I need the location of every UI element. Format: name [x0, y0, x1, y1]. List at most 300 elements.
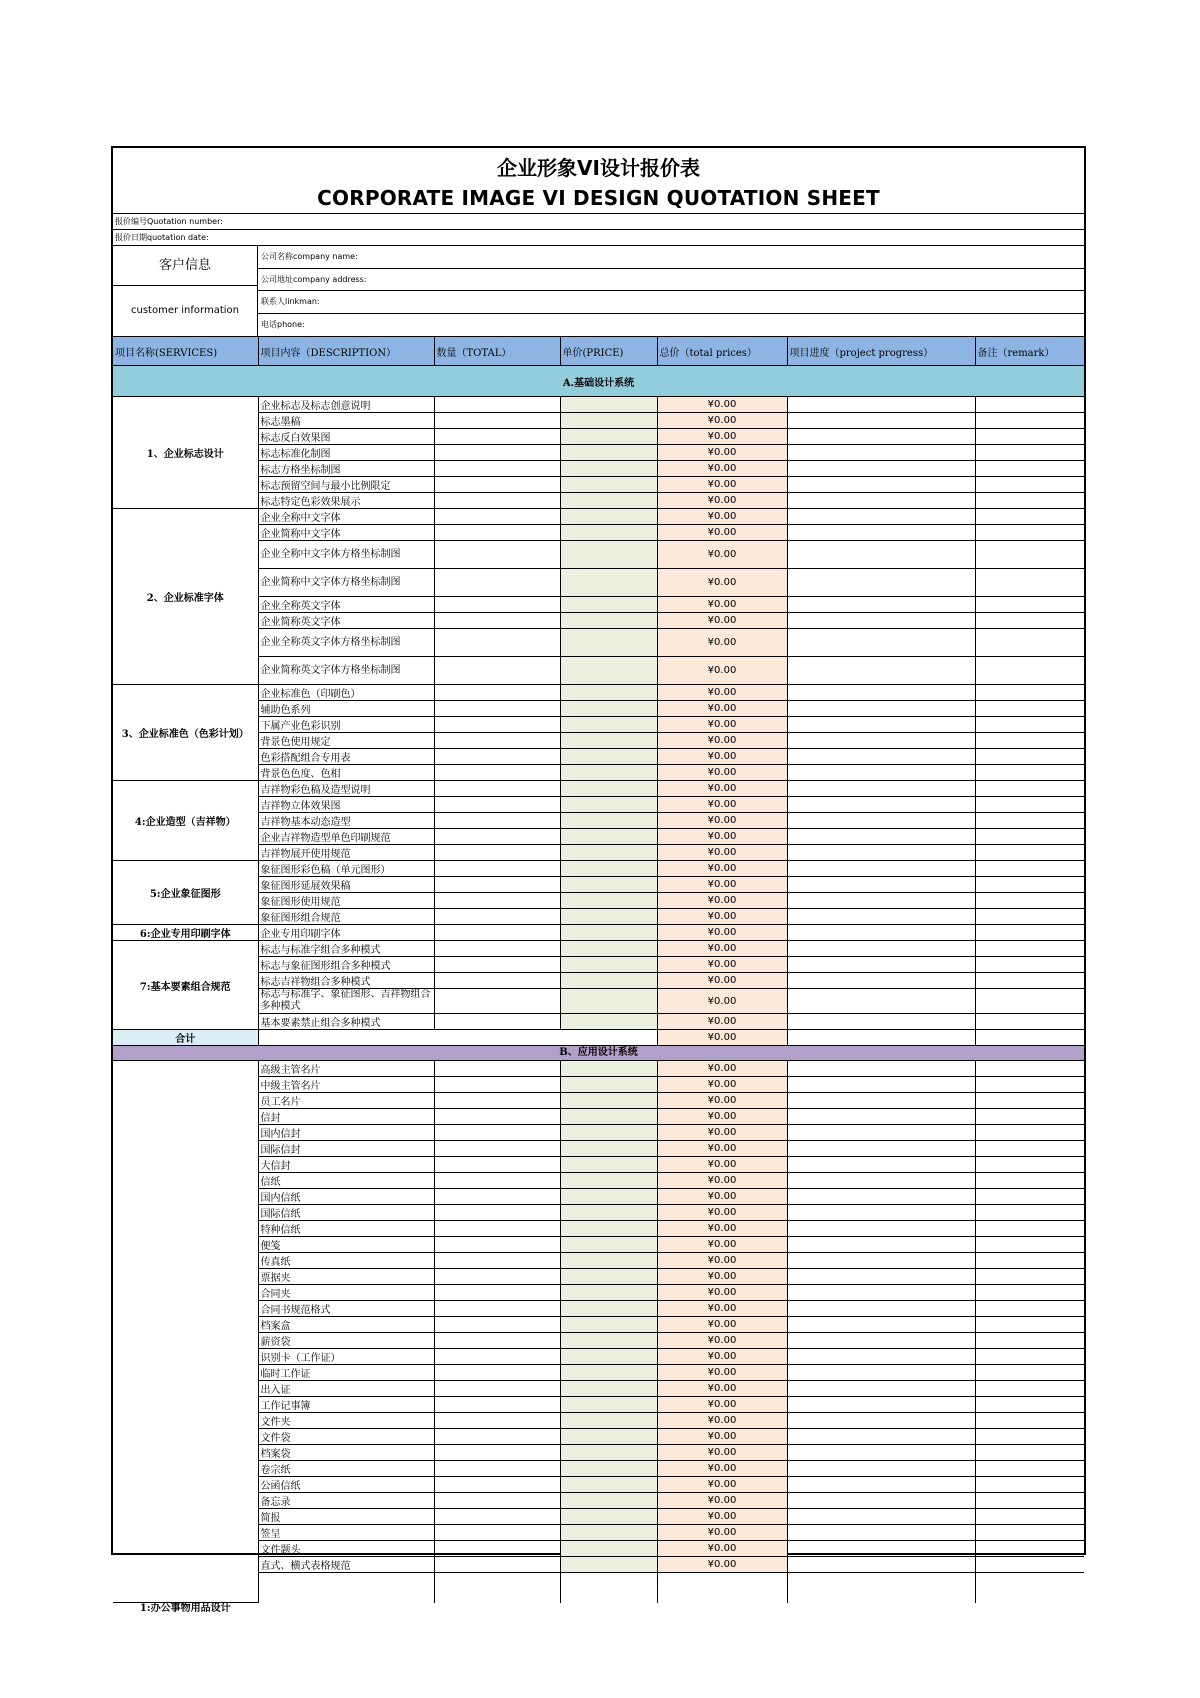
progress-cell[interactable]: [787, 1189, 975, 1205]
remark-cell[interactable]: [975, 1397, 1084, 1413]
unit-price-cell[interactable]: [560, 509, 657, 525]
customer-label-zh: 客户信息: [113, 246, 257, 286]
remark-cell[interactable]: [975, 845, 1084, 861]
progress-cell[interactable]: [787, 1141, 975, 1157]
item-row: [113, 685, 1084, 701]
unit-price-cell[interactable]: [560, 493, 657, 509]
remark-cell[interactable]: [975, 569, 1084, 597]
unit-price-cell[interactable]: [560, 1493, 657, 1509]
unit-price-cell[interactable]: [560, 717, 657, 733]
unit-price-cell[interactable]: [560, 613, 657, 629]
progress-cell[interactable]: [787, 1461, 975, 1477]
remark-cell[interactable]: [975, 877, 1084, 893]
progress-cell[interactable]: [787, 877, 975, 893]
unit-price-cell[interactable]: [560, 829, 657, 845]
progress-cell[interactable]: [787, 509, 975, 525]
quantity-cell[interactable]: [434, 797, 560, 813]
remark-cell[interactable]: [975, 717, 1084, 733]
progress-cell[interactable]: [787, 1509, 975, 1525]
progress-cell[interactable]: [787, 893, 975, 909]
unit-price-cell[interactable]: [560, 629, 657, 657]
remark-cell[interactable]: [975, 1285, 1084, 1301]
unit-price-cell[interactable]: [560, 1125, 657, 1141]
unit-price-cell[interactable]: [560, 989, 657, 1014]
unit-price-cell[interactable]: [560, 1477, 657, 1493]
remark-cell[interactable]: [975, 493, 1084, 509]
quantity-cell[interactable]: [434, 1397, 560, 1413]
unit-price-cell[interactable]: [560, 1269, 657, 1285]
progress-cell[interactable]: [787, 733, 975, 749]
quantity-cell[interactable]: [434, 781, 560, 797]
remark-cell[interactable]: [975, 1349, 1084, 1365]
progress-cell[interactable]: [787, 1317, 975, 1333]
quantity-cell[interactable]: [434, 1445, 560, 1461]
remark-cell[interactable]: [975, 1333, 1084, 1349]
progress-cell[interactable]: [787, 1221, 975, 1237]
quantity-cell[interactable]: [434, 973, 560, 989]
unit-price-cell[interactable]: [560, 1157, 657, 1173]
progress-cell[interactable]: [787, 1173, 975, 1189]
progress-cell[interactable]: [787, 1333, 975, 1349]
progress-cell[interactable]: [787, 861, 975, 877]
quantity-cell[interactable]: [434, 1157, 560, 1173]
quantity-cell[interactable]: [434, 413, 560, 429]
unit-price-cell[interactable]: [560, 1061, 657, 1077]
remark-cell[interactable]: [975, 1541, 1084, 1557]
progress-cell[interactable]: [787, 413, 975, 429]
remark-cell[interactable]: [975, 941, 1084, 957]
unit-price-cell[interactable]: [560, 1285, 657, 1301]
progress-cell[interactable]: [787, 1557, 975, 1573]
item-description: 信封: [258, 1109, 434, 1125]
remark-cell[interactable]: [975, 1381, 1084, 1397]
remark-cell[interactable]: [975, 1461, 1084, 1477]
linkman-field[interactable]: 联系人linkman:: [258, 291, 1084, 314]
quantity-cell[interactable]: [434, 861, 560, 877]
remark-cell[interactable]: [975, 1253, 1084, 1269]
progress-cell[interactable]: [787, 765, 975, 781]
progress-cell[interactable]: [787, 1365, 975, 1381]
unit-price-cell[interactable]: [560, 1141, 657, 1157]
quantity-cell[interactable]: [434, 1061, 560, 1077]
remark-cell[interactable]: [975, 829, 1084, 845]
progress-cell[interactable]: [787, 845, 975, 861]
quantity-cell[interactable]: [434, 893, 560, 909]
quantity-cell[interactable]: [434, 445, 560, 461]
progress-cell[interactable]: [787, 1077, 975, 1093]
quantity-cell[interactable]: [434, 1525, 560, 1541]
remark-cell[interactable]: [975, 509, 1084, 525]
progress-cell[interactable]: [787, 1237, 975, 1253]
quantity-cell[interactable]: [434, 1493, 560, 1509]
quantity-cell[interactable]: [434, 1269, 560, 1285]
progress-cell[interactable]: [787, 1413, 975, 1429]
remark-cell[interactable]: [975, 781, 1084, 797]
progress-cell[interactable]: [787, 613, 975, 629]
progress-cell[interactable]: [787, 1014, 975, 1030]
remark-cell[interactable]: [975, 1205, 1084, 1221]
unit-price-cell[interactable]: [560, 1173, 657, 1189]
quantity-cell[interactable]: [434, 1221, 560, 1237]
unit-price-cell[interactable]: [560, 1557, 657, 1573]
quantity-cell[interactable]: [434, 749, 560, 765]
item-description: 标志与标准字、象征图形、吉祥物组合多种模式: [258, 989, 434, 1014]
unit-price-cell[interactable]: [560, 1109, 657, 1125]
progress-cell[interactable]: [787, 749, 975, 765]
section-b-row: [113, 1046, 1084, 1061]
progress-cell[interactable]: [787, 1349, 975, 1365]
quantity-cell[interactable]: [434, 1349, 560, 1365]
quantity-cell[interactable]: [434, 845, 560, 861]
quantity-cell[interactable]: [434, 685, 560, 701]
remark-cell[interactable]: [975, 861, 1084, 877]
quantity-cell[interactable]: [434, 1189, 560, 1205]
remark-cell[interactable]: [975, 461, 1084, 477]
remark-cell[interactable]: [975, 749, 1084, 765]
progress-cell[interactable]: [787, 781, 975, 797]
quantity-cell[interactable]: [434, 989, 560, 1014]
unit-price-cell[interactable]: [560, 749, 657, 765]
quantity-cell[interactable]: [434, 1125, 560, 1141]
quantity-cell[interactable]: [434, 925, 560, 941]
unit-price-cell[interactable]: [560, 1077, 657, 1093]
quantity-cell[interactable]: [434, 477, 560, 493]
unit-price-cell[interactable]: [560, 909, 657, 925]
unit-price-cell[interactable]: [560, 1429, 657, 1445]
remark-cell[interactable]: [975, 1269, 1084, 1285]
progress-cell[interactable]: [787, 1397, 975, 1413]
unit-price-cell[interactable]: [560, 1237, 657, 1253]
progress-cell[interactable]: [787, 1125, 975, 1141]
unit-price-cell[interactable]: [560, 1365, 657, 1381]
quantity-cell[interactable]: [434, 629, 560, 657]
quantity-cell[interactable]: [434, 877, 560, 893]
progress-cell[interactable]: [787, 941, 975, 957]
quantity-cell[interactable]: [434, 1365, 560, 1381]
quantity-cell[interactable]: [434, 1381, 560, 1397]
quantity-cell[interactable]: [434, 957, 560, 973]
quantity-cell[interactable]: [434, 493, 560, 509]
quantity-cell[interactable]: [434, 541, 560, 569]
unit-price-cell[interactable]: [560, 461, 657, 477]
item-description: 吉祥物展开使用规范: [258, 845, 434, 861]
quantity-cell[interactable]: [434, 1413, 560, 1429]
quantity-cell[interactable]: [434, 509, 560, 525]
progress-cell[interactable]: [787, 1205, 975, 1221]
unit-price-cell[interactable]: [560, 1301, 657, 1317]
unit-price-cell[interactable]: [560, 569, 657, 597]
remark-cell[interactable]: [975, 973, 1084, 989]
quantity-cell[interactable]: [434, 1477, 560, 1493]
quantity-cell[interactable]: [434, 765, 560, 781]
total-price-cell: ¥0.00: [657, 1525, 787, 1541]
progress-cell[interactable]: [787, 717, 975, 733]
progress-cell[interactable]: [787, 477, 975, 493]
company-address-field[interactable]: 公司地址company address:: [258, 269, 1084, 292]
unit-price-cell[interactable]: [560, 797, 657, 813]
progress-cell[interactable]: [787, 1061, 975, 1077]
progress-cell[interactable]: [787, 1493, 975, 1509]
quantity-cell[interactable]: [434, 1014, 560, 1030]
quantity-cell[interactable]: [434, 1509, 560, 1525]
quantity-cell[interactable]: [434, 813, 560, 829]
quotation-number-field[interactable]: 报价编号Quotation number:: [113, 214, 1084, 230]
unit-price-cell[interactable]: [560, 657, 657, 685]
quantity-cell[interactable]: [434, 1461, 560, 1477]
remark-cell[interactable]: [975, 525, 1084, 541]
unit-price-cell[interactable]: [560, 413, 657, 429]
remark-cell[interactable]: [975, 1493, 1084, 1509]
quantity-cell[interactable]: [434, 1205, 560, 1221]
unit-price-cell[interactable]: [560, 701, 657, 717]
unit-price-cell[interactable]: [560, 429, 657, 445]
item-row: [113, 1493, 1084, 1509]
total-price-cell: ¥0.00: [657, 597, 787, 613]
item-row: [113, 989, 1084, 1014]
progress-cell[interactable]: [787, 1157, 975, 1173]
progress-cell[interactable]: [787, 445, 975, 461]
quantity-cell[interactable]: [434, 597, 560, 613]
progress-cell[interactable]: [787, 1093, 975, 1109]
unit-price-cell[interactable]: [560, 957, 657, 973]
progress-cell[interactable]: [787, 569, 975, 597]
unit-price-cell[interactable]: [560, 1445, 657, 1461]
item-row: [113, 845, 1084, 861]
remark-cell[interactable]: [975, 613, 1084, 629]
remark-cell[interactable]: [975, 445, 1084, 461]
progress-cell[interactable]: [787, 1381, 975, 1397]
remark-cell[interactable]: [975, 989, 1084, 1014]
quantity-cell[interactable]: [434, 525, 560, 541]
remark-cell[interactable]: [975, 1141, 1084, 1157]
remark-cell[interactable]: [975, 1109, 1084, 1125]
progress-cell[interactable]: [787, 525, 975, 541]
quantity-cell[interactable]: [434, 1333, 560, 1349]
remark-cell[interactable]: [975, 893, 1084, 909]
quotation-date-field[interactable]: 报价日期quotation date:: [113, 230, 1084, 246]
unit-price-cell[interactable]: [560, 685, 657, 701]
progress-cell[interactable]: [787, 429, 975, 445]
remark-cell[interactable]: [975, 541, 1084, 569]
progress-cell[interactable]: [787, 1285, 975, 1301]
progress-cell[interactable]: [787, 597, 975, 613]
quantity-cell[interactable]: [434, 909, 560, 925]
remark-cell[interactable]: [975, 1413, 1084, 1429]
progress-cell[interactable]: [787, 1445, 975, 1461]
remark-cell[interactable]: [975, 1429, 1084, 1445]
unit-price-cell[interactable]: [560, 525, 657, 541]
unit-price-cell[interactable]: [560, 1381, 657, 1397]
remark-cell[interactable]: [975, 1061, 1084, 1077]
remark-cell[interactable]: [975, 797, 1084, 813]
unit-price-cell[interactable]: [560, 541, 657, 569]
progress-cell[interactable]: [787, 493, 975, 509]
progress-cell[interactable]: [787, 685, 975, 701]
remark-cell[interactable]: [975, 1525, 1084, 1541]
unit-price-cell[interactable]: [560, 1317, 657, 1333]
progress-cell[interactable]: [787, 657, 975, 685]
phone-field[interactable]: 电话phone:: [261, 319, 305, 329]
remark-cell[interactable]: [975, 1477, 1084, 1493]
quantity-cell[interactable]: [434, 733, 560, 749]
item-description: 识别卡（工作证）: [258, 1349, 434, 1365]
progress-cell[interactable]: [787, 461, 975, 477]
remark-cell[interactable]: [975, 765, 1084, 781]
remark-cell[interactable]: [975, 1317, 1084, 1333]
remark-cell[interactable]: [975, 1445, 1084, 1461]
unit-price-cell[interactable]: [560, 845, 657, 861]
quantity-cell[interactable]: [434, 1077, 560, 1093]
unit-price-cell[interactable]: [560, 1413, 657, 1429]
quantity-cell[interactable]: [434, 613, 560, 629]
quantity-cell[interactable]: [434, 1301, 560, 1317]
remark-cell[interactable]: [975, 657, 1084, 685]
company-name-field[interactable]: 公司名称company name:: [258, 246, 1084, 269]
quantity-cell[interactable]: [434, 1109, 560, 1125]
unit-price-cell[interactable]: [560, 1541, 657, 1557]
total-price-cell: ¥0.00: [657, 909, 787, 925]
unit-price-cell[interactable]: [560, 941, 657, 957]
remark-cell[interactable]: [975, 1173, 1084, 1189]
remark-cell[interactable]: [975, 1301, 1084, 1317]
progress-cell[interactable]: [787, 925, 975, 941]
unit-price-cell[interactable]: [560, 1461, 657, 1477]
quantity-cell[interactable]: [434, 701, 560, 717]
quantity-cell[interactable]: [434, 941, 560, 957]
unit-price-cell[interactable]: [560, 1349, 657, 1365]
remark-cell[interactable]: [975, 629, 1084, 657]
item-description: 企业全称中文字体: [258, 509, 434, 525]
remark-cell[interactable]: [975, 477, 1084, 493]
remark-cell[interactable]: [975, 413, 1084, 429]
progress-cell[interactable]: [787, 797, 975, 813]
remark-cell[interactable]: [975, 1189, 1084, 1205]
item-description: 信纸: [258, 1173, 434, 1189]
unit-price-cell[interactable]: [560, 477, 657, 493]
progress-cell[interactable]: [787, 1301, 975, 1317]
unit-price-cell[interactable]: [560, 877, 657, 893]
progress-cell[interactable]: [787, 989, 975, 1014]
item-row: [113, 765, 1084, 781]
quantity-cell[interactable]: [434, 1093, 560, 1109]
item-row: [113, 541, 1084, 569]
remark-cell[interactable]: [975, 909, 1084, 925]
progress-cell[interactable]: [787, 829, 975, 845]
quantity-cell[interactable]: [434, 1557, 560, 1573]
quantity-cell[interactable]: [434, 1237, 560, 1253]
item-description: 票据夹: [258, 1269, 434, 1285]
unit-price-cell[interactable]: [560, 861, 657, 877]
progress-cell[interactable]: [787, 1253, 975, 1269]
remark-cell[interactable]: [975, 957, 1084, 973]
quantity-cell[interactable]: [434, 829, 560, 845]
progress-cell[interactable]: [787, 1429, 975, 1445]
remark-cell[interactable]: [975, 1221, 1084, 1237]
item-row: [113, 525, 1084, 541]
quantity-cell[interactable]: [434, 1173, 560, 1189]
progress-cell[interactable]: [787, 1269, 975, 1285]
progress-cell[interactable]: [787, 957, 975, 973]
unit-price-cell[interactable]: [560, 1397, 657, 1413]
total-price-cell: ¥0.00: [657, 1093, 787, 1109]
remark-cell[interactable]: [975, 1365, 1084, 1381]
unit-price-cell[interactable]: [560, 1253, 657, 1269]
progress-cell[interactable]: [787, 397, 975, 413]
remark-cell[interactable]: [975, 1557, 1084, 1573]
remark-cell[interactable]: [975, 397, 1084, 413]
remark-cell[interactable]: [975, 429, 1084, 445]
unit-price-cell[interactable]: [560, 445, 657, 461]
progress-cell[interactable]: [787, 973, 975, 989]
customer-info-block: [113, 246, 1084, 337]
remark-cell[interactable]: [975, 701, 1084, 717]
unit-price-cell[interactable]: [560, 765, 657, 781]
quantity-cell[interactable]: [434, 1429, 560, 1445]
unit-price-cell[interactable]: [560, 973, 657, 989]
unit-price-cell[interactable]: [560, 1333, 657, 1349]
remark-cell[interactable]: [975, 1014, 1084, 1030]
remark-cell[interactable]: [975, 1237, 1084, 1253]
quantity-cell[interactable]: [434, 1141, 560, 1157]
quantity-cell[interactable]: [434, 717, 560, 733]
progress-cell[interactable]: [787, 1109, 975, 1125]
remark-cell[interactable]: [975, 733, 1084, 749]
remark-cell[interactable]: [975, 1077, 1084, 1093]
remark-cell[interactable]: [975, 597, 1084, 613]
unit-price-cell[interactable]: [560, 1014, 657, 1030]
remark-cell[interactable]: [975, 813, 1084, 829]
remark-cell[interactable]: [975, 685, 1084, 701]
unit-price-cell[interactable]: [560, 597, 657, 613]
remark-cell[interactable]: [975, 1093, 1084, 1109]
quantity-cell[interactable]: [434, 1541, 560, 1557]
progress-cell[interactable]: [787, 813, 975, 829]
remark-cell[interactable]: [975, 1125, 1084, 1141]
quantity-cell[interactable]: [434, 657, 560, 685]
unit-price-cell[interactable]: [560, 925, 657, 941]
quantity-cell[interactable]: [434, 1253, 560, 1269]
item-row: [113, 1093, 1084, 1109]
remark-cell[interactable]: [975, 1157, 1084, 1173]
quantity-cell[interactable]: [434, 461, 560, 477]
quantity-cell[interactable]: [434, 397, 560, 413]
unit-price-cell[interactable]: [560, 733, 657, 749]
unit-price-cell[interactable]: [560, 1189, 657, 1205]
quantity-cell[interactable]: [434, 1317, 560, 1333]
remark-cell[interactable]: [975, 1509, 1084, 1525]
progress-cell[interactable]: [787, 909, 975, 925]
quantity-cell[interactable]: [434, 569, 560, 597]
progress-cell[interactable]: [787, 1541, 975, 1557]
unit-price-cell[interactable]: [560, 1205, 657, 1221]
unit-price-cell[interactable]: [560, 397, 657, 413]
progress-cell[interactable]: [787, 701, 975, 717]
remark-cell[interactable]: [975, 925, 1084, 941]
unit-price-cell[interactable]: [560, 813, 657, 829]
quantity-cell[interactable]: [434, 1285, 560, 1301]
progress-cell[interactable]: [787, 1525, 975, 1541]
unit-price-cell[interactable]: [560, 1525, 657, 1541]
unit-price-cell[interactable]: [560, 1093, 657, 1109]
progress-cell[interactable]: [787, 629, 975, 657]
unit-price-cell[interactable]: [560, 781, 657, 797]
progress-cell[interactable]: [787, 1477, 975, 1493]
unit-price-cell[interactable]: [560, 1509, 657, 1525]
quantity-cell[interactable]: [434, 429, 560, 445]
progress-cell[interactable]: [787, 541, 975, 569]
unit-price-cell[interactable]: [560, 1221, 657, 1237]
unit-price-cell[interactable]: [560, 893, 657, 909]
